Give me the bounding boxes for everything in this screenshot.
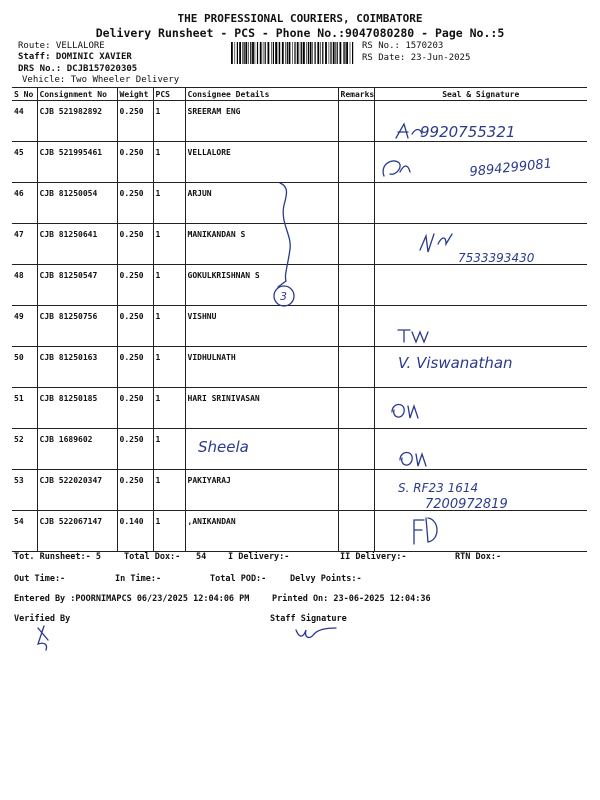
- row-pcs: 1: [153, 101, 185, 142]
- total-dox-label: Total Dox:-: [124, 552, 181, 562]
- row-pcs: 1: [153, 265, 185, 306]
- handwritten-phone-row45: 9894299081: [468, 156, 553, 180]
- drs-number: DRS No.: DCJB157020305: [18, 64, 138, 74]
- row-weight: 0.250: [117, 347, 153, 388]
- row-consignment-no: CJB 81250641: [37, 224, 117, 265]
- col-header-weight: Weight: [117, 88, 153, 101]
- vehicle-label: Vehicle: Two Wheeler Delivery: [22, 75, 180, 85]
- signature-row44-mark: [396, 124, 422, 138]
- row-consignment-no: CJB 521982892: [37, 101, 117, 142]
- row-weight: 0.250: [117, 306, 153, 347]
- row-consignment-no: CJB 81250054: [37, 183, 117, 224]
- row-consignment-no: CJB 522067147: [37, 511, 117, 552]
- col-header-consignee: Consignee Details: [185, 88, 338, 101]
- row-weight: 0.250: [117, 183, 153, 224]
- row-pcs: 1: [153, 429, 185, 470]
- row-pcs: 1: [153, 511, 185, 552]
- delvy-points: Delvy Points:-: [290, 574, 362, 584]
- verified-by-label: Verified By: [14, 614, 71, 624]
- row-consignee: ,ANIKANDAN: [185, 511, 338, 552]
- row-sno: 45: [14, 148, 24, 157]
- row-weight: 0.250: [117, 224, 153, 265]
- handwritten-phone-row44: 9920755321: [420, 123, 516, 141]
- row-weight: 0.250: [117, 429, 153, 470]
- row-sno: 48: [14, 271, 24, 280]
- row-weight: 0.250: [117, 142, 153, 183]
- row-consignee: MANIKANDAN S: [185, 224, 338, 265]
- tot-runsheet: Tot. Runsheet:- 5: [14, 552, 101, 562]
- col-header-remarks: Remarks: [338, 88, 374, 101]
- signature-row49-mark: [398, 330, 428, 342]
- total-pod: Total POD:-: [210, 574, 267, 584]
- row-consignee: HARI SRINIVASAN: [185, 388, 338, 429]
- row-weight: 0.250: [117, 101, 153, 142]
- staff-signature-label: Staff Signature: [270, 614, 347, 624]
- signature-row47-mark: [420, 234, 452, 252]
- row-sno: 53: [14, 476, 24, 485]
- signature-row51-mark: [392, 405, 418, 419]
- row-sno: 44: [14, 107, 24, 116]
- rtn-dox: RTN Dox:-: [455, 552, 502, 562]
- row-pcs: 1: [153, 470, 185, 511]
- row-consignment-no: CJB 81250547: [37, 265, 117, 306]
- row-pcs: 1: [153, 142, 185, 183]
- row-consignment-no: CJB 522020347: [37, 470, 117, 511]
- row-sno: 47: [14, 230, 24, 239]
- row-pcs: 1: [153, 347, 185, 388]
- row-consignee: SREERAM ENG: [185, 101, 338, 142]
- row-consignee: VISHNU: [185, 306, 338, 347]
- row-sno: 46: [14, 189, 24, 198]
- rs-number: RS No.: 1570203: [362, 41, 444, 51]
- col-header-signature: Seal & Signature: [374, 88, 587, 101]
- row-consignee: VELLALORE: [185, 142, 338, 183]
- row-consignment-no: CJB 81250756: [37, 306, 117, 347]
- i-delivery: I Delivery:-: [228, 552, 290, 562]
- total-dox-value: 54: [196, 552, 207, 562]
- row-sno: 50: [14, 353, 24, 362]
- col-header-pcs: PCS: [153, 88, 185, 101]
- handwritten-name-row52: Sheela: [198, 438, 249, 456]
- row-consignment-no: CJB 81250185: [37, 388, 117, 429]
- row-weight: 0.250: [117, 265, 153, 306]
- col-header-sno: S No: [12, 88, 37, 101]
- signature-row52-mark: [400, 453, 426, 467]
- handwritten-circle-number: 3: [280, 290, 287, 303]
- rs-date: RS Date: 23-Jun-2025: [362, 53, 471, 63]
- row-sno: 49: [14, 312, 24, 321]
- verified-signature: [38, 626, 48, 650]
- row-weight: 0.250: [117, 388, 153, 429]
- col-header-consignment: Consignment No: [37, 88, 117, 101]
- row-pcs: 1: [153, 388, 185, 429]
- signature-row45-mark: [383, 161, 410, 176]
- row-pcs: 1: [153, 306, 185, 347]
- row-consignee: ARJUN: [185, 183, 338, 224]
- handwritten-name-row50: V. Viswanathan: [398, 354, 513, 372]
- row-consignee: GOKULKRISHNAN S: [185, 265, 338, 306]
- row-sno: 54: [14, 517, 24, 526]
- handwritten-ref-row53: S. RF23 1614: [398, 481, 479, 495]
- row-consignment-no: CJB 81250163: [37, 347, 117, 388]
- row-consignee: VIDHULNATH: [185, 347, 338, 388]
- bracket-line: [278, 183, 290, 287]
- route-label: Route: VELLALORE: [18, 41, 105, 51]
- handwritten-phone-row53: 7200972819: [425, 497, 508, 512]
- signature-row54-mark: [414, 518, 437, 544]
- in-time: In Time:-: [115, 574, 162, 584]
- printed-on: Printed On: 23-06-2025 12:04:36: [272, 594, 431, 604]
- row-pcs: 1: [153, 224, 185, 265]
- staff-signature-mark: [296, 628, 336, 637]
- row-sno: 51: [14, 394, 24, 403]
- runsheet-subtitle: Delivery Runsheet - PCS - Phone No.:9047080280 - Page No.:5: [95, 26, 505, 40]
- row-consignee: PAKIYARAJ: [185, 470, 338, 511]
- entered-by: Entered By :POORNIMAPCS 06/23/2025 12:04:06 PM: [14, 594, 250, 604]
- ii-delivery: II Delivery:-: [340, 552, 407, 562]
- row-weight: 0.140: [117, 511, 153, 552]
- row-pcs: 1: [153, 183, 185, 224]
- staff-label: Staff: DOMINIC XAVIER: [18, 52, 132, 62]
- company-title: THE PROFESSIONAL COURIERS, COIMBATORE: [177, 12, 423, 25]
- handwritten-phone-row47: 7533393430: [458, 251, 535, 265]
- out-time: Out Time:-: [14, 574, 66, 584]
- row-weight: 0.250: [117, 470, 153, 511]
- row-sno: 52: [14, 435, 24, 444]
- row-consignment-no: CJB 1689602: [37, 429, 117, 470]
- row-consignment-no: CJB 521995461: [37, 142, 117, 183]
